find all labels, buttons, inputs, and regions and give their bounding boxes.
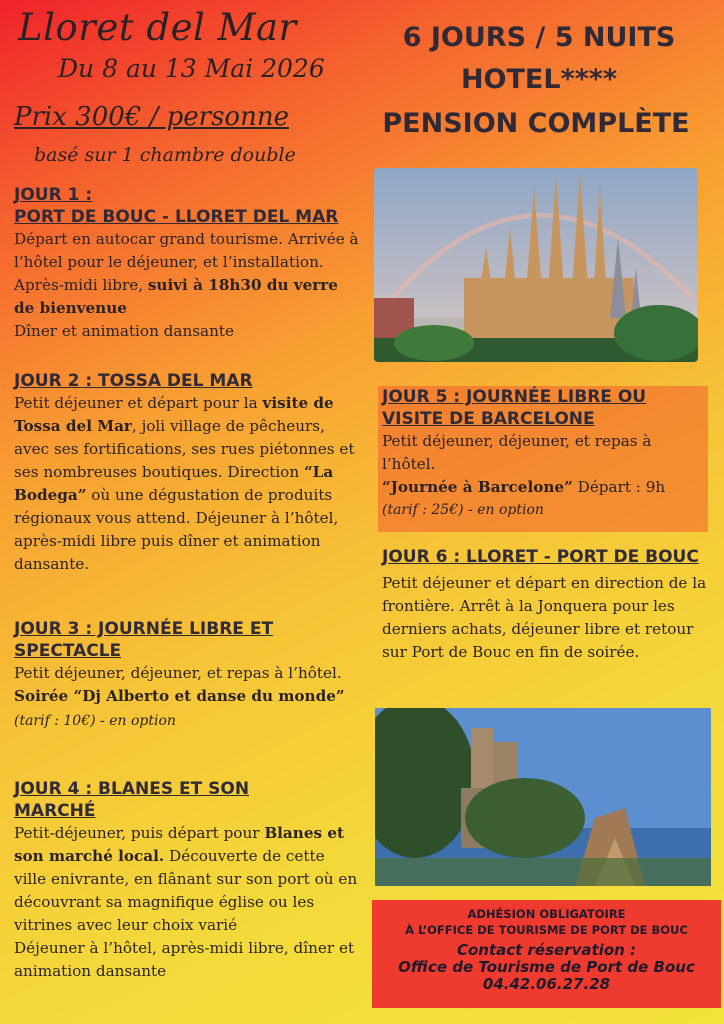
day-4-section (14, 778, 360, 983)
day-2-section (14, 370, 360, 576)
membership-notice: ADHÉSION OBLIGATOIRE (467, 907, 626, 921)
day-2-title: JOUR 2 : TOSSA DEL MAR (14, 371, 253, 391)
day-5-title: JOUR 5 : JOURNÉE LIBRE OU (382, 387, 647, 407)
day-5-section (378, 386, 708, 532)
trip-dates: Du 8 au 13 Mai 2026 (58, 54, 325, 83)
sagrada-familia-illustration (374, 168, 698, 362)
price-basis: basé sur 1 chambre double (34, 144, 296, 166)
day-4-description: Petit-déjeuner, puis départ pour Blanes et son marché local. Découverte de cette ville enivrante, en flânant sur son port où en découvrant sa magnifique église ou les vitrines avec leur choix varié (14, 824, 358, 934)
trip-title: Lloret del Mar (18, 6, 297, 49)
contact-phone[interactable]: 04.42.06.27.28 (482, 975, 611, 993)
contact-office: Office de Tourisme de Port de Bouc (398, 958, 695, 976)
membership-office: À L’OFFICE DE TOURISME DE PORT DE BOUC (405, 923, 688, 937)
day-1-title: JOUR 1 : (14, 185, 93, 205)
day-3-description: Petit déjeuner, déjeuner, et repas à l’hôtel. (14, 664, 342, 682)
contact-box (372, 900, 721, 1008)
day-3-section (14, 618, 354, 733)
day-1-evening: Dîner et animation dansante (14, 322, 234, 340)
hotel-rating: HOTEL**** (460, 64, 618, 95)
lloret-castle-photo (375, 708, 711, 886)
lloret-castle-illustration (375, 708, 711, 886)
trip-duration: 6 JOURS / 5 NUITS (402, 22, 676, 53)
day-5-option: (tarif : 25€) - en option (382, 502, 544, 518)
day-5-subtitle: VISITE DE BARCELONE (382, 409, 595, 429)
day-6-section (382, 546, 712, 664)
trip-price: Prix 300€ / personne (14, 102, 289, 132)
day-3-subtitle: SPECTACLE (14, 641, 122, 661)
day-5-description: Petit déjeuner, déjeuner, et repas à l’hôtel. (382, 432, 652, 473)
board-type: PENSION COMPLÈTE (382, 108, 690, 139)
contact-label: Contact réservation : (456, 941, 637, 959)
day-1-description: Départ en autocar grand tourisme. Arrivée à l’hôtel pour le déjeuner, et l’installation. Après-midi libre, suivi à 18h30 du verre de bienvenue (14, 230, 359, 317)
day-5-barcelona: “Journée à Barcelone” Départ : 9h (382, 478, 666, 496)
day-4-subtitle: MARCHÉ (14, 801, 96, 821)
day-6-description: Petit déjeuner et départ en direction de la frontière. Arrêt à la Jonquera pour les derniers achats, déjeuner libre et retour sur Port de Bouc en fin de soirée. (382, 574, 707, 661)
day-3-evening: Soirée “Dj Alberto et danse du monde” (tarif : 10€) - en option (14, 687, 345, 729)
day-6-title: JOUR 6 : LLORET - PORT DE BOUC (382, 547, 699, 567)
sagrada-familia-photo (374, 168, 698, 362)
day-4-title: JOUR 4 : BLANES ET SON (14, 779, 250, 799)
day-3-title: JOUR 3 : JOURNÉE LIBRE ET (14, 619, 274, 639)
day-4-afternoon: Déjeuner à l’hôtel, après-midi libre, dîner et animation dansante (14, 939, 355, 980)
day-2-description: Petit déjeuner et départ pour la visite de Tossa del Mar, joli village de pêcheurs, avec ses fortifications, ses rues piétonnes et ses nombreuses boutiques. Direction “La Bodega” où une dégustation de produits régionaux vous attend. Déjeuner à l’hôtel, après-midi libre puis dîner et animation dansante. (14, 394, 355, 573)
day-1-section (14, 184, 362, 343)
day-1-route: PORT DE BOUC - LLORET DEL MAR (14, 207, 339, 227)
